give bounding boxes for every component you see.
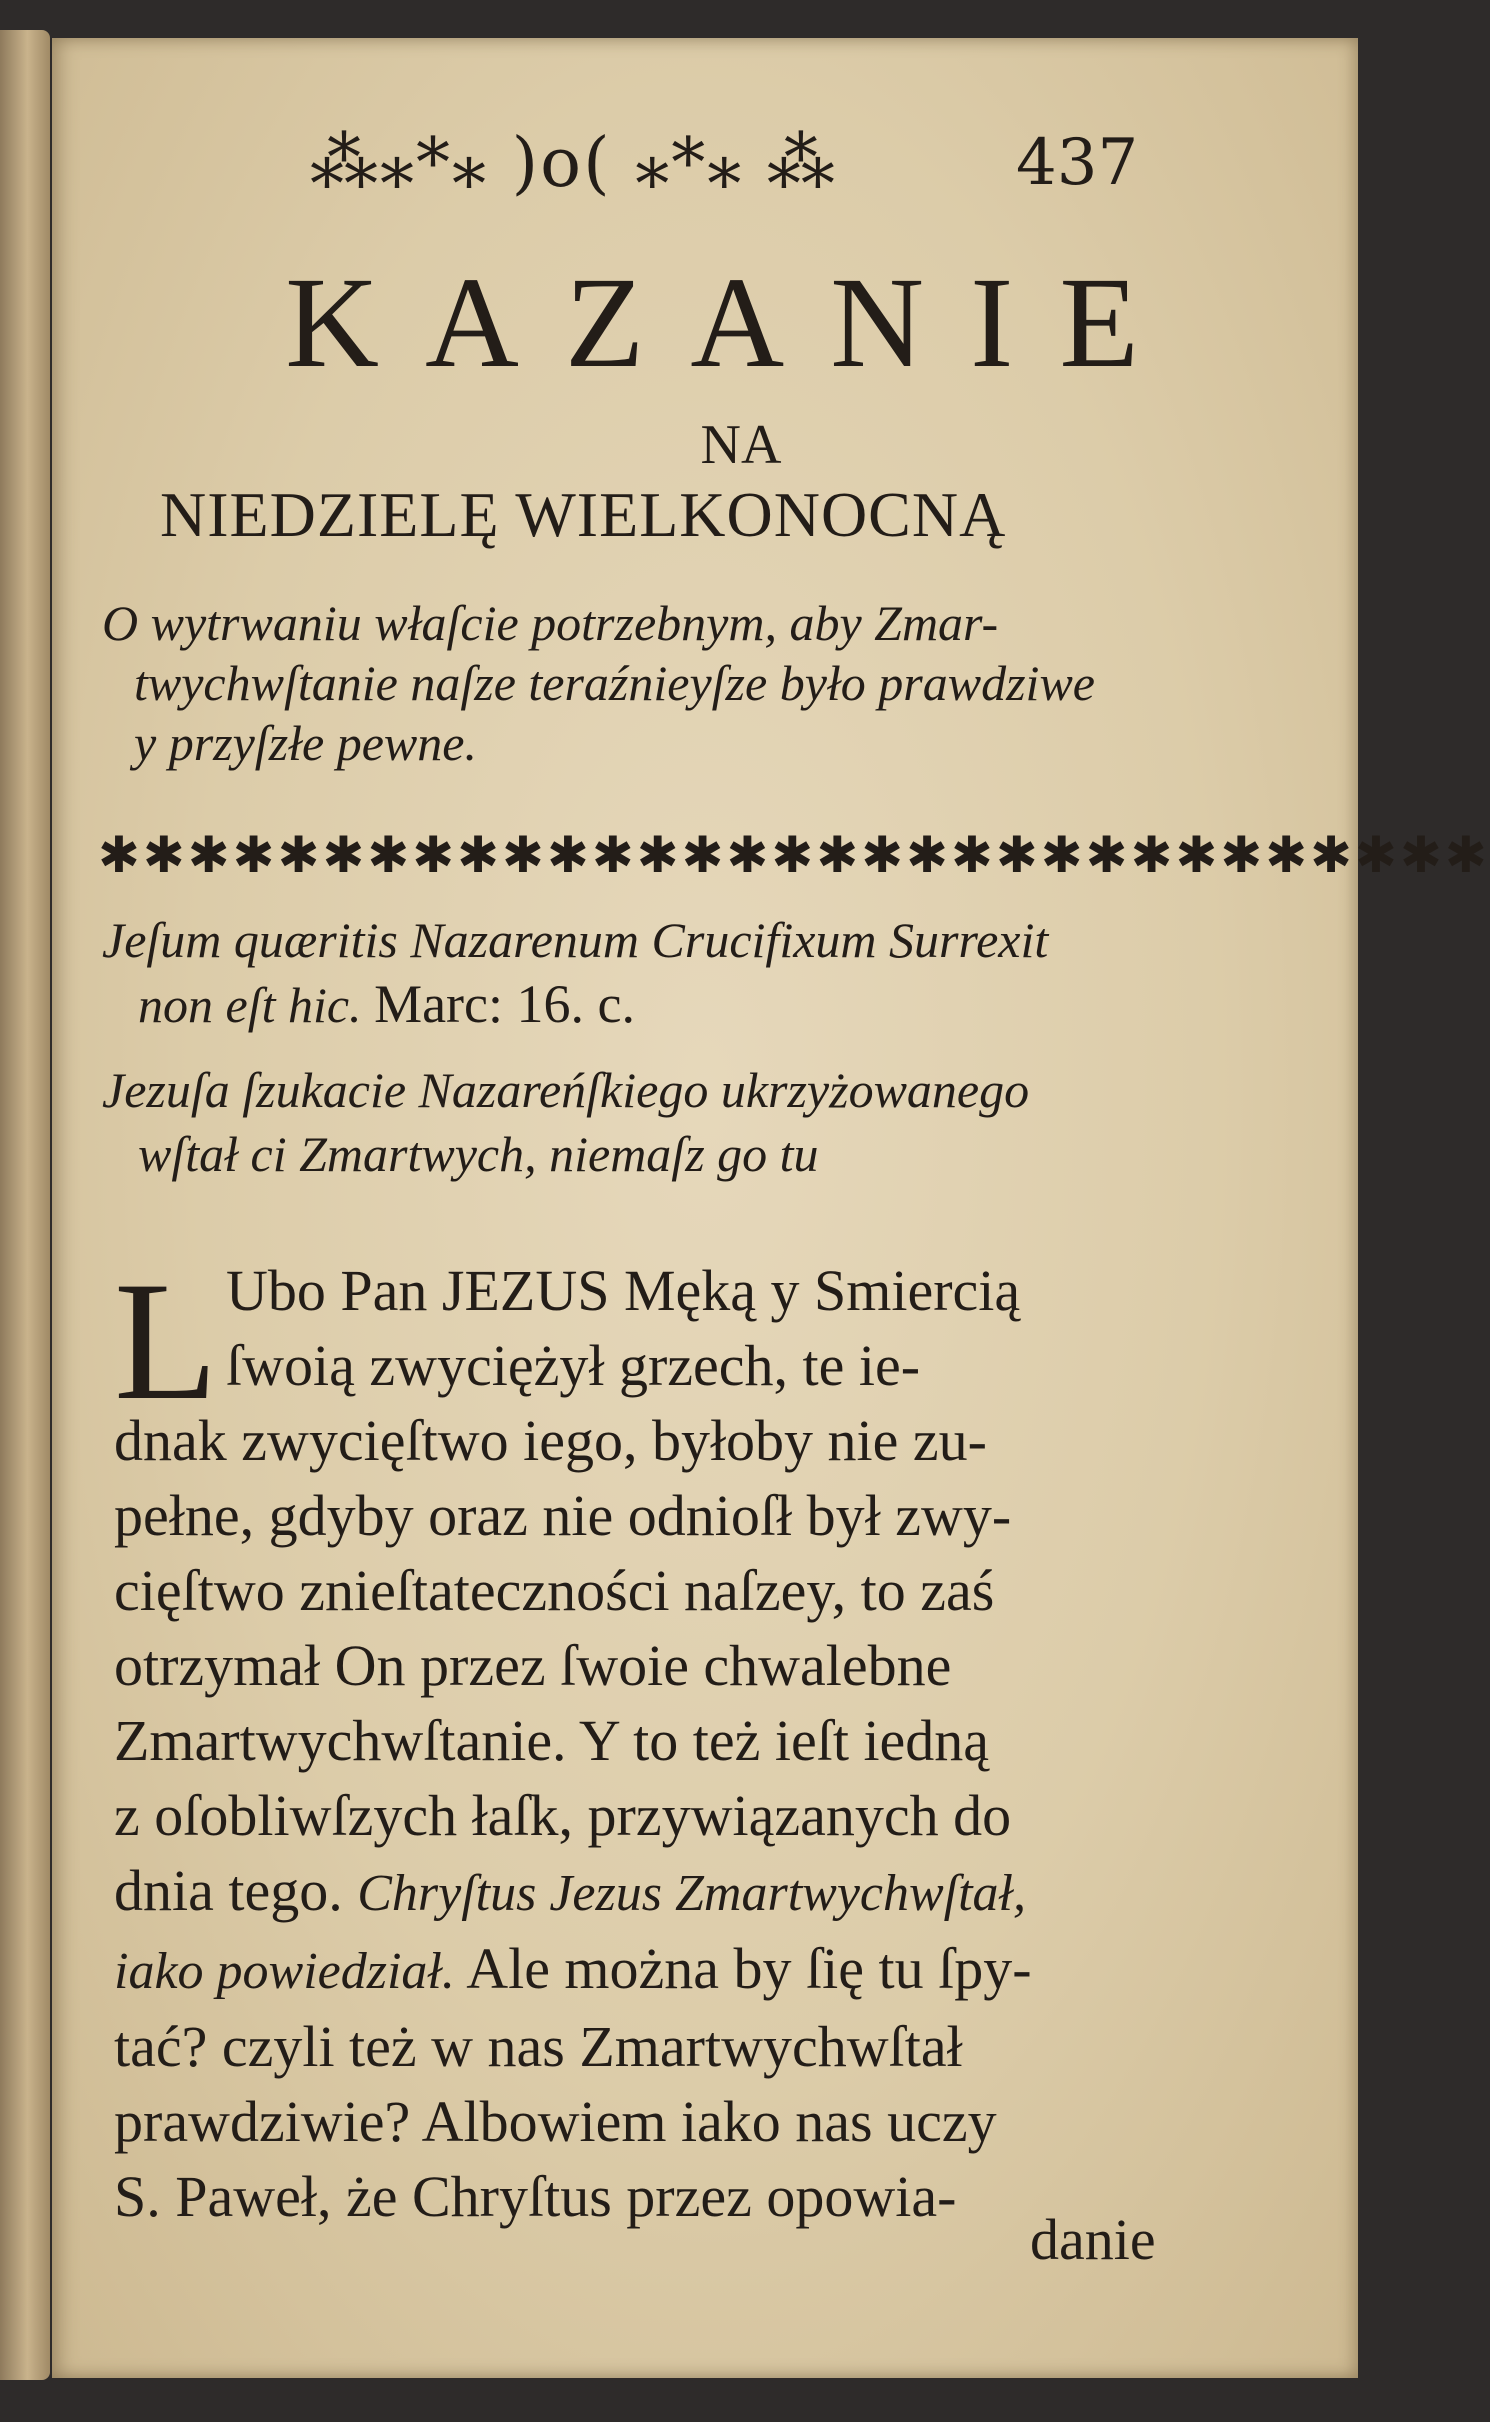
body-line: pełne, gdyby oraz nie odnioſł był zwy- <box>114 1483 1012 1548</box>
quote-continuation: iako powiedział. <box>114 1943 455 2000</box>
page-number: 437 <box>1016 126 1139 200</box>
body-text-span: Ale można by ſię tu ſpy- <box>466 1936 1032 2001</box>
polish-translation <box>102 1058 1302 1186</box>
body-line <box>114 1853 1314 1931</box>
body-line: ſwoią zwyciężył grzech, te ie- <box>226 1333 921 1398</box>
polish-line: Jezuſa ſzukacie Nazareńſkiego ukrzyżowanego <box>102 1062 1030 1118</box>
quote-inline: Chryſtus Jezus Zmartwychwſtał, <box>357 1865 1027 1922</box>
body-text-span: dnia tego. <box>114 1858 343 1923</box>
asterisk-separator: ✱✱✱✱✱✱✱✱✱✱✱✱✱✱✱✱✱✱✱✱✱✱✱✱✱✱✱✱✱✱✱ <box>98 826 1490 884</box>
header-ornament: ⁂⁎*⁎ )o( ⁎*⁎ ⁂ <box>310 124 837 203</box>
body-line: tać? czyli też w nas Zmartwychwſtał <box>114 2014 963 2079</box>
latin-line: Jeſum quæritis Nazarenum Crucifixum Surrexit <box>102 912 1049 968</box>
sermon-title: KAZANIE <box>285 251 1185 395</box>
body-line: z oſobliwſzych łaſk, przywiązanych do <box>114 1783 1012 1848</box>
adjacent-page-edge <box>0 30 50 2380</box>
scripture-reference: Marc: 16. c. <box>374 974 635 1034</box>
body-line: otrzymał On przez ſwoie chwalebne <box>114 1633 952 1698</box>
book-page <box>52 38 1490 2378</box>
body-line: S. Paweł, że Chryſtus przez opowia- <box>114 2164 957 2229</box>
sermon-summary <box>102 593 1282 773</box>
page-header <box>52 116 1358 206</box>
body-line: Ubo Pan JEZUS Męką y Smiercią <box>226 1258 1021 1323</box>
latin-line-italic: non eſt hic. <box>138 977 362 1033</box>
polish-line: wſtał ci Zmartwych, niemaſz go tu <box>138 1126 819 1182</box>
sermon-body <box>114 1247 1314 2234</box>
subtitle-na: NA <box>700 414 782 476</box>
summary-line: y przyſzłe pewne. <box>134 715 477 771</box>
drop-cap: L <box>114 1247 218 1435</box>
body-line: cięſtwo znieſtateczności naſzey, to zaś <box>114 1558 995 1623</box>
body-line <box>114 1931 1314 2009</box>
body-line: dnak zwycięſtwo iego, byłoby nie zu- <box>114 1408 987 1473</box>
latin-line <box>102 972 1302 1037</box>
latin-scripture <box>102 908 1302 1037</box>
summary-line: twychwſtanie naſze teraźnieyſze było prawdziwe <box>134 655 1095 711</box>
subtitle-occasion: NIEDZIELĘ WIELKONOCNĄ <box>160 479 1007 550</box>
summary-line: O wytrwaniu właſcie potrzebnym, aby Zmar- <box>102 595 999 651</box>
body-line: Zmartwychwſtanie. Y to też ieſt iedną <box>114 1708 990 1773</box>
body-line: prawdziwie? Albowiem iako nas uczy <box>114 2089 997 2154</box>
catchword: danie <box>1030 2207 1156 2272</box>
